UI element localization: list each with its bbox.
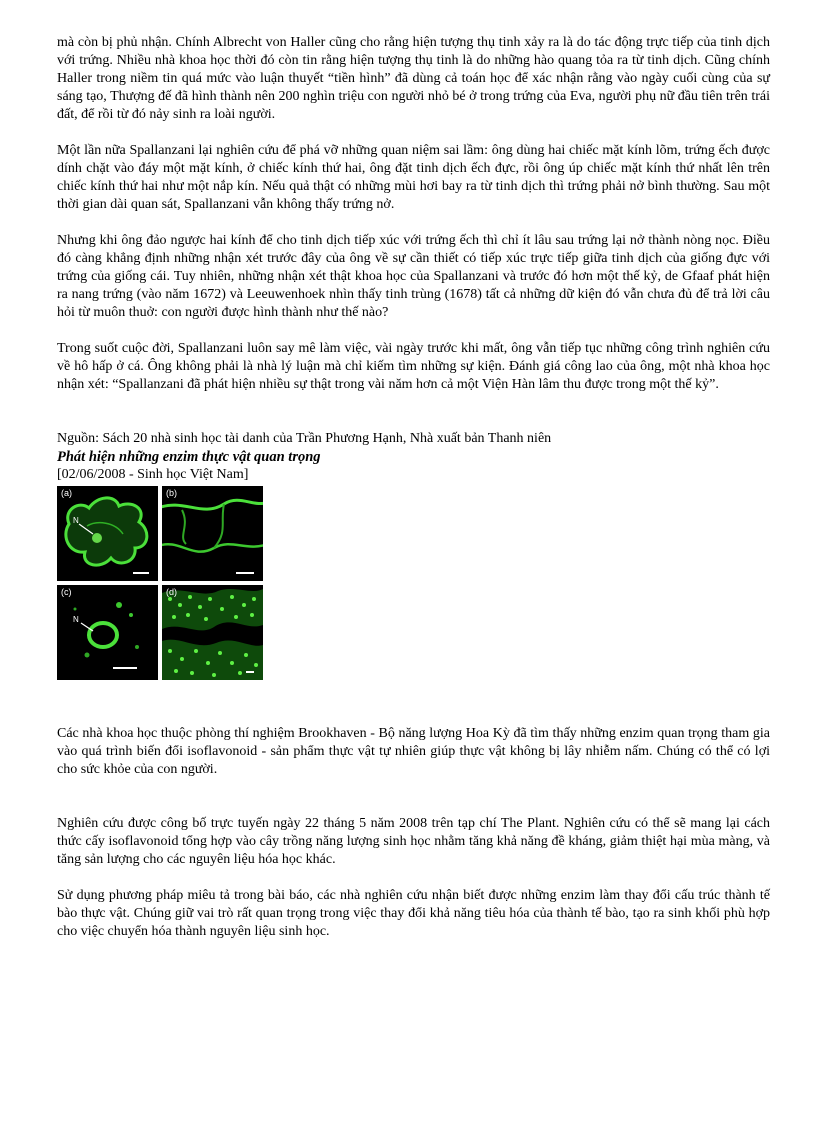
cell-fluorescence-image [57, 486, 158, 581]
document-page [57, 34, 770, 941]
source-line: Nguồn: Sách 20 nhà sinh học tài danh của Trần Phương Hạnh, Nhà xuất bản Thanh niên [57, 431, 552, 446]
nucleus-label: N [73, 615, 79, 624]
article-date: [02/06/2008 - Sinh học Việt Nam] [57, 467, 249, 482]
paragraph: Một lần nữa Spallanzani lại nghiên cứu để phá vỡ những quan niệm sai lầm: ông dùng hai chiếc mặt kính lõm, trứng ếch được dính chặt vào đáy một mặt kính, ở chiếc kính thứ hai, ông đặt tinh dịch ếch đực, rồi ông úp chiếc mặt kính thứ nhất lên trên chiếc kính thứ hai như một nắp kín. Nếu quả thật có những mùi hơi bay ra từ tinh dịch thì trứng phải nở bình thường. Sau một thời gian dài quan sát, Spallanzani vẫn không thấy trứng nở. [57, 143, 770, 212]
microscopy-figure [57, 486, 263, 680]
paragraph: Các nhà khoa học thuộc phòng thí nghiệm Brookhaven - Bộ năng lượng Hoa Kỳ đã tìm thấy những enzim quan trọng tham gia vào quá trình biến đổi isoflavonoid - sản phẩm thực vật tự nhiên giúp thực vật không bị lây nhiễm nấm. Chúng có thể có lợi cho sức khỏe của con người. [57, 726, 770, 777]
nucleus-label: N [73, 516, 79, 525]
figure-panel-b [162, 486, 263, 581]
panel-label: (d) [166, 587, 177, 597]
cell-fluorescence-image [162, 585, 263, 680]
panel-label: (a) [61, 488, 72, 498]
panel-label: (b) [166, 488, 177, 498]
figure-panel-d [162, 585, 263, 680]
article-title: Phát hiện những enzim thực vật quan trọng [57, 449, 321, 465]
cell-fluorescence-image [162, 486, 263, 581]
figure-panel-a [57, 486, 158, 581]
panel-label: (c) [61, 587, 72, 597]
paragraph: Nghiên cứu được công bố trực tuyến ngày 22 tháng 5 năm 2008 trên tạp chí The Plant. Nghiên cứu có thể sẽ mang lại cách thức cấy isoflavonoid tổng hợp vào cây trồng năng lượng sinh học nhằm tăng khả năng đề kháng, giảm thiệt hại mùa màng, và tăng sản lượng cho các nguyên liệu hóa học khác. [57, 816, 770, 867]
paragraph: Trong suốt cuộc đời, Spallanzani luôn say mê làm việc, vài ngày trước khi mất, ông vẫn tiếp tục những công trình nghiên cứu về hô hấp ở cá. Ông không phải là nhà lý luận mà chỉ kiếm tìm những sự kiện. Đánh giá công lao của ông, một nhà khoa học nhận xét: “Spallanzani đã phát hiện nhiều sự thật trong vài năm hơn cả một Viện Hàn lâm thu được trong một thế kỷ”. [57, 341, 770, 392]
cell-fluorescence-image [57, 585, 158, 680]
paragraph: Nhưng khi ông đảo ngược hai kính để cho tinh dịch tiếp xúc với trứng ếch thì chỉ ít lâu sau trứng lại nở thành nòng nọc. Điều đó càng khẳng định những nhận xét trước đây của ông về sự cần thiết có tiếp xúc trực tiếp giữa tinh dịch của giống đực với trứng của giống cái. Tuy nhiên, những nhận xét thật khoa học của Spallanzani và trước đó hơn một thế kỷ, de Gfaaf phát hiện ra nang trứng (vào năm 1672) và Leeuwenhoek nhìn thấy tinh trùng (1678) tất cả những dữ kiện đó vẫn chưa đủ để trả lời câu hỏi từ muôn thuở: con người được hình thành như thế nào? [57, 233, 770, 320]
figure-panel-c [57, 585, 158, 680]
paragraph: mà còn bị phủ nhận. Chính Albrecht von Haller cũng cho rằng hiện tượng thụ tinh xảy ra là do tác động trực tiếp của tinh dịch với trứng. Nhiều nhà khoa học thời đó còn tin rằng hiện tượng thụ tinh là do những hào quang tỏa ra từ tinh dịch. Cũng chính Haller trong niềm tin quá mức vào luận thuyết “tiền hình” đã dùng cả toán học để xác nhận rằng vào ngày cuối cùng của sự sáng tạo, Thượng đế đã hình thành nên 200 nghìn triệu con người nhỏ bé ở trong trứng của Eva, người phụ nữ đầu tiên trên trái đất, để rồi từ đó nảy sinh ra loài người. [57, 35, 770, 122]
paragraph: Sử dụng phương pháp miêu tả trong bài báo, các nhà nghiên cứu nhận biết được những enzim làm thay đổi cấu trúc thành tế bào thực vật. Chúng giữ vai trò rất quan trọng trong việc thay đổi khả năng tiêu hóa của thành tế bào, tạo ra sinh khối phù hợp cho việc chuyển hóa thành nguyên liệu sinh học. [57, 888, 770, 939]
